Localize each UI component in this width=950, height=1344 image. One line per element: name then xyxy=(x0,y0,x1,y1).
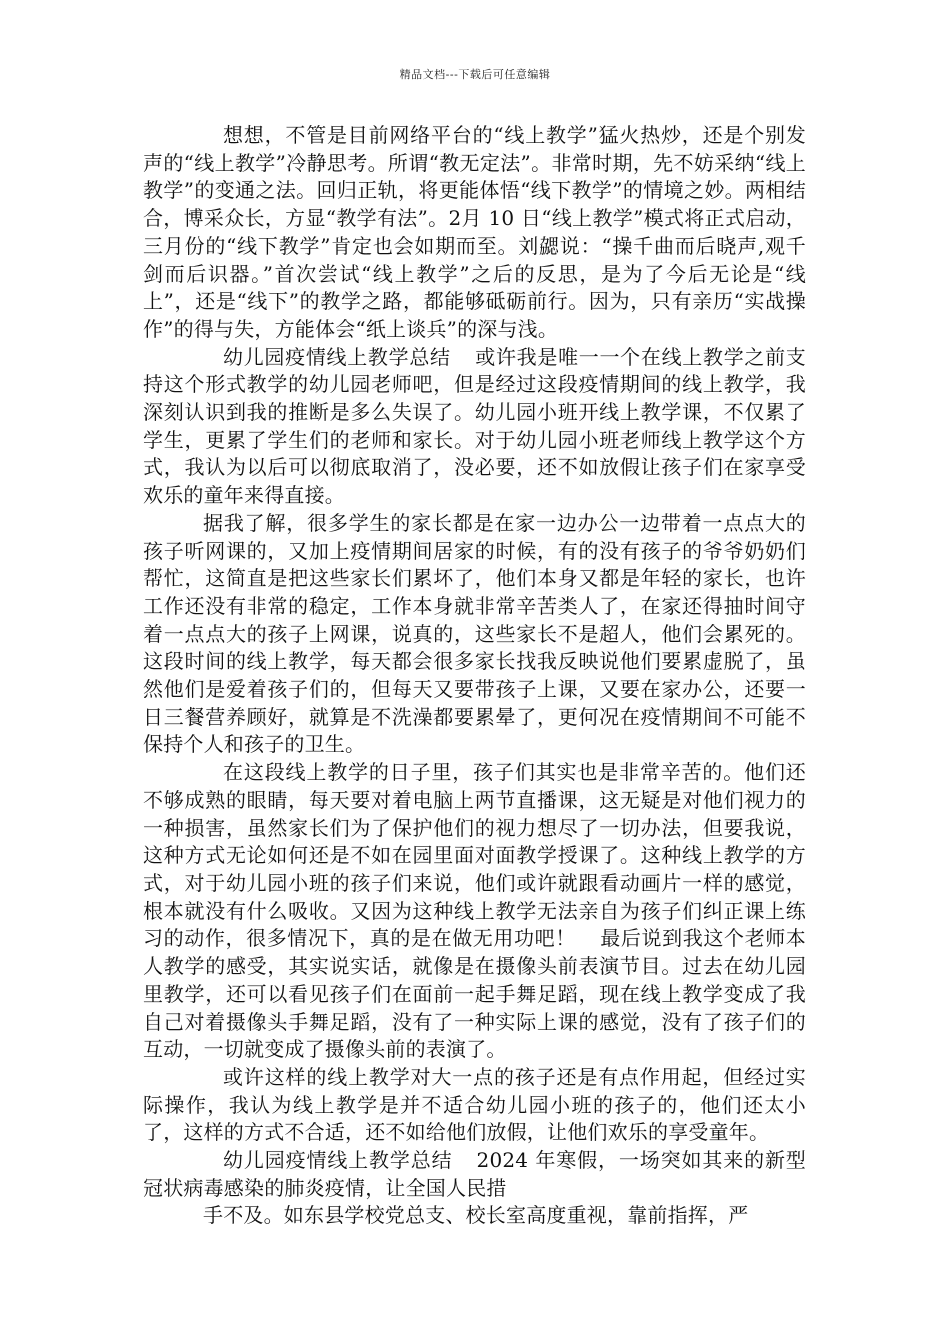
section-title: 幼儿园疫情线上教学总结 xyxy=(223,344,451,369)
paragraph-6 xyxy=(143,1147,806,1202)
paragraph-2 xyxy=(143,344,806,510)
document-body xyxy=(143,122,806,1230)
page-header: 精品文档---下载后可任意编辑 xyxy=(399,68,551,81)
paragraph-6-text: 2024 年寒假，一场突如其来的新型冠状病毒感染的肺炎疫情，让全国人民措 xyxy=(143,1148,807,1200)
section-title-2: 幼儿园疫情线上教学总结 xyxy=(223,1148,453,1173)
paragraph-4-text: 在这段线上教学的日子里，孩子们其实也是非常辛苦的。他们还不够成熟的眼睛，每天要对着电脑上两节直播课，这无疑是对他们视力的一种损害，虽然家长们为了保护他们的视力想尽了一切办法，但要我说，这种方式无论如何还是不如在园里面对面教学授课了。这种线上教学的方式，对于幼儿园小班的孩子们来说，他们或许就跟看动画片一样的感觉，根本就没有什么吸收。又因为这种线上教学无法亲自为孩子们纠正课上练习的动作，很多情况下，真的是在做无用功吧！ xyxy=(143,760,806,951)
paragraph-7: 手不及。如东县学校党总支、校长室高度重视，靠前指挥，严 xyxy=(203,1203,749,1228)
paragraph-3: 据我了解，很多学生的家长都是在家一边办公一边带着一点点大的孩子听网课的，又加上疫情期间居家的时候，有的没有孩子的爷爷奶奶们帮忙，这简直是把这些家长们累坏了，他们本身又都是年轻的家长，也许工作还没有非常的稳定，工作本身就非常辛苦类人了，在家还得抽时间守着一点点大的孩子上网课，说真的，这些家长不是超人，他们会累死的。这段时间的线上教学，每天都会很多家长找我反映说他们要累虚脱了，虽然他们是爱着孩子们的，但每天又要带孩子上课，又要在家办公，还要一日三餐营养顾好，就算是不洗澡都要累晕了，更何况在疫情期间不可能不保持个人和孩子的卫生。 xyxy=(143,510,806,757)
paragraph-2-text: 或许我是唯一一个在线上教学之前支持这个形式教学的幼儿园老师吧，但是经过这段疫情期间的线上教学，我深刻认识到我的推断是多么失误了。幼儿园小班开线上教学课，不仅累了学生，更累了学生们的老师和家长。对于幼儿园小班老师线上教学这个方式，我认为以后可以彻底取消了，没必要，还不如放假让孩子们在家享受欢乐的童年来得直接。 xyxy=(143,344,807,508)
paragraph-4 xyxy=(143,759,806,1064)
paragraph-4-continuation: 最后说到我这个老师本人教学的感受，其实说实话，就像是在摄像头前表演节目。过去在幼儿园里教学，还可以看见孩子们在面前一起手舞足蹈，现在线上教学变成了我自己对着摄像头手舞足蹈，没有了一种实际上课的感觉，没有了孩子们的互动，一切就变成了摄像头前的表演了。 xyxy=(143,926,807,1062)
paragraph-5: 或许这样的线上教学对大一点的孩子还是有点作用起，但经过实际操作，我认为线上教学是并不适合幼儿园小班的孩子的，他们还太小了，这样的方式不合适，还不如给他们放假，让他们欢乐的享受童年。 xyxy=(143,1064,806,1145)
paragraph-1: 想想，不管是目前网络平台的“线上教学”猛火热炒，还是个别发声的“线上教学”冷静思考。所谓“教无定法”。非常时期，先不妨采纳“线上教学”的变通之法。回归正轨，将更能体悟“线下教学”的情境之妙。两相结合，博采众长，方显“教学有法”。2月 10 日“线上教学”模式将正式启动，三月份的“线下教学”肯定也会如期而至。刘勰说：“操千曲而后晓声,观千剑而后识器。”首次尝试“线上教学”之后的反思，是为了今后无论是“线上”，还是“线下”的教学之路，都能够砥砺前行。因为，只有亲历“实战操作”的得与失，方能体会“纸上谈兵”的深与浅。 xyxy=(143,123,806,341)
